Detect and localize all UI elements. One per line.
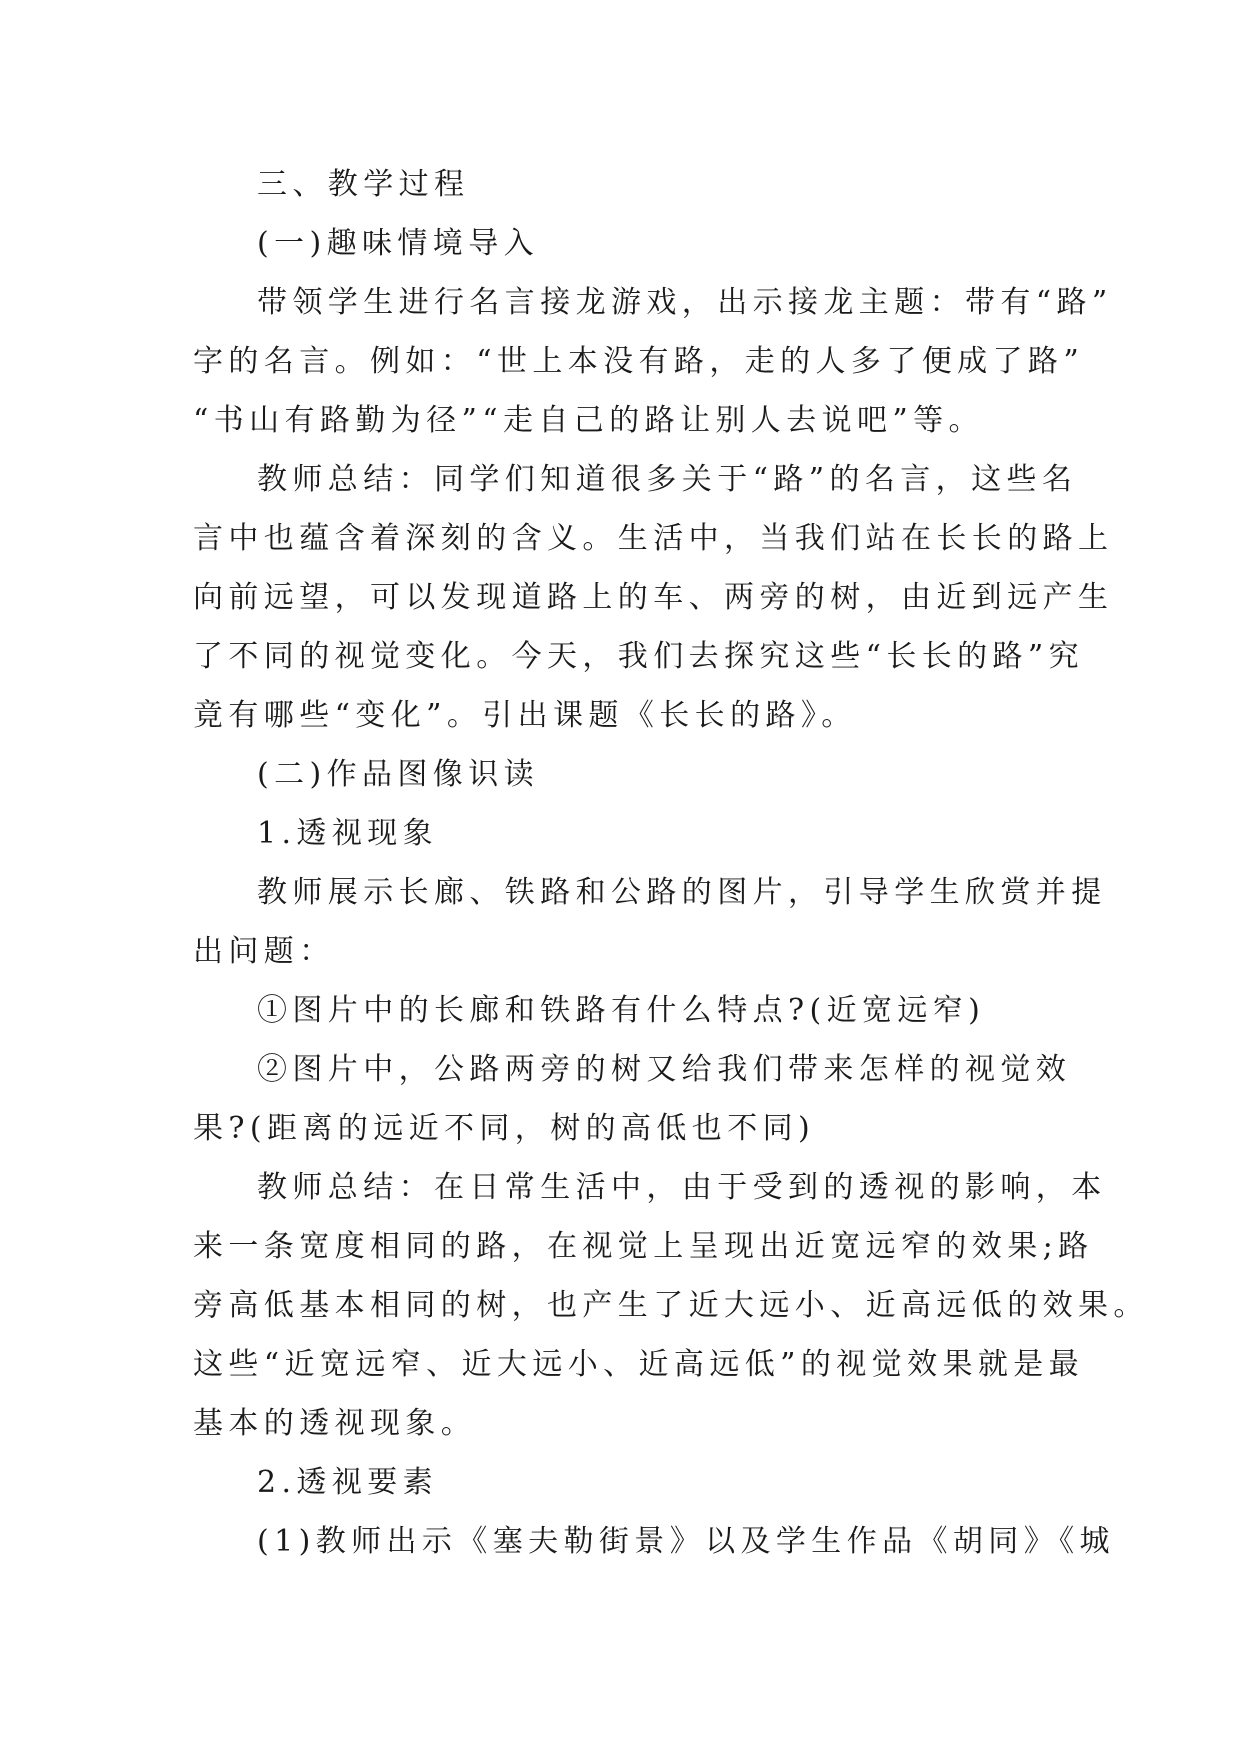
- paragraph-line: 基本的透视现象。: [193, 1406, 477, 1441]
- paragraph-line: 这些“近宽远窄、近大远小、近高远低”的视觉效果就是最: [193, 1347, 1085, 1382]
- paragraph-line: 教师总结：在日常生活中，由于受到的透视的影响，本: [257, 1170, 1107, 1205]
- paragraph-line: 了不同的视觉变化。今天，我们去探究这些“长长的路”究: [193, 639, 1085, 674]
- section-heading-teaching-process: 三、教学过程: [257, 167, 470, 202]
- paragraph-line: 言中也蕴含着深刻的含义。生活中，当我们站在长长的路上: [193, 521, 1114, 556]
- question-item-2: ②图片中，公路两旁的树又给我们带来怎样的视觉效: [257, 1052, 1072, 1087]
- paragraph-line: 教师展示长廊、铁路和公路的图片，引导学生欣赏并提: [257, 875, 1107, 910]
- item-heading-perspective-elements: 2.透视要素: [257, 1465, 439, 1500]
- question-item-1: ①图片中的长廊和铁路有什么特点?(近宽远窄): [257, 993, 986, 1028]
- paragraph-line: 果?(距离的远近不同，树的高低也不同): [193, 1111, 816, 1146]
- paragraph-line: 出问题：: [193, 934, 335, 969]
- paragraph-line: 教师总结：同学们知道很多关于“路”的名言，这些名: [257, 462, 1078, 497]
- paragraph-line: 字的名言。例如：“世上本没有路，走的人多了便成了路”: [193, 344, 1085, 379]
- item-heading-perspective-phenomenon: 1.透视现象: [257, 816, 439, 851]
- paragraph-line: 向前远望，可以发现道路上的车、两旁的树，由近到远产生: [193, 580, 1114, 615]
- paragraph-line: 竟有哪些“变化”。引出课题《长长的路》。: [193, 698, 857, 733]
- paragraph-line: 带领学生进行名言接龙游戏，出示接龙主题：带有“路”: [257, 285, 1113, 320]
- subsection-heading-image-reading: (二)作品图像识读: [257, 757, 540, 792]
- paragraph-line: (1)教师出示《塞夫勒街景》以及学生作品《胡同》《城: [257, 1524, 1115, 1559]
- paragraph-line: 来一条宽度相同的路，在视觉上呈现出近宽远窄的效果;路: [193, 1229, 1094, 1264]
- paragraph-line: 旁高低基本相同的树，也产生了近大远小、近高远低的效果。: [193, 1288, 1149, 1323]
- subsection-heading-intro: (一)趣味情境导入: [257, 226, 540, 261]
- paragraph-line: “书山有路勤为径”“走自己的路让别人去说吧”等。: [193, 403, 984, 438]
